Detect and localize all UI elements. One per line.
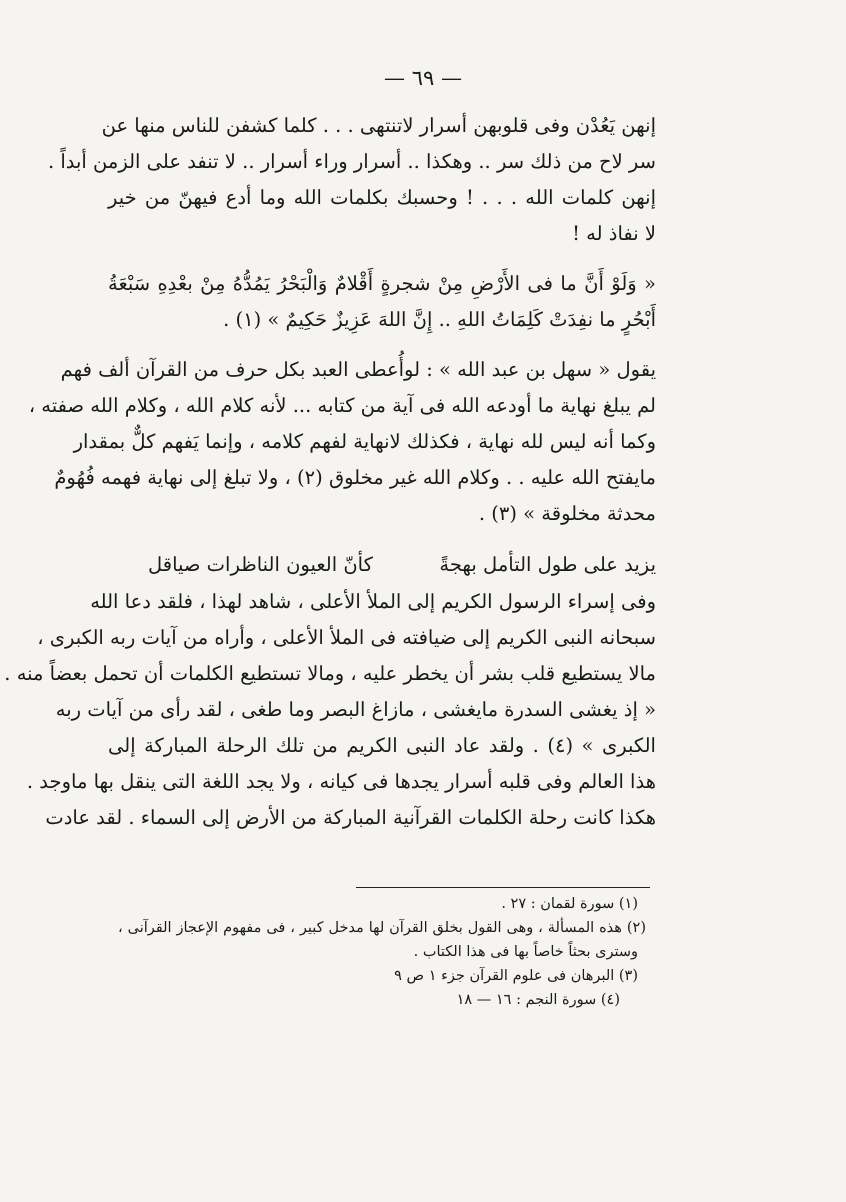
- verse-line-2: أَبْحُرٍ ما نفِدَتْ كَلِمَاتُ اللهِ .. إِنَّ اللهَ عَزِيزٌ حَكِيمٌ » (١) .: [223, 308, 656, 331]
- footnote-divider: [356, 887, 650, 888]
- text-line-15: مالا يستطيع قلب بشر أن يخطر عليه ، ومالا تستطيع الكلمات أن تحمل بعضاً منه .: [4, 662, 656, 685]
- text-line-8: لم يبلغ نهاية ما أودعه الله فى آية من كتابه ... لأنه كلام الله ، وكلام الله صفته ،: [28, 394, 656, 417]
- text-line-10: مايفتح الله عليه . . وكلام الله غير مخلوق (٢) ، ولا تبلغ إلى نهاية فهمه فُهُومٌ: [54, 466, 656, 489]
- text-line-13: وفى إسراء الرسول الكريم إلى الملأ الأعلى ، شاهد لهذا ، فلقد دعا الله: [90, 590, 656, 613]
- footnote-2: (٢) هذه المسألة ، وهى القول بخلق القرآن لها مدخل كبير ، فى مفهوم الإعجاز القرآنى ،: [118, 920, 646, 936]
- footnotes: [118, 892, 646, 1012]
- text-line-14: سبحانه النبى الكريم إلى ضيافته فى الملأ الأعلى ، وأراه من آيات ربه الكبرى ،: [37, 626, 656, 649]
- footnote-2-continued: وسترى بحثاً خاصاً بها فى هذا الكتاب .: [413, 944, 638, 960]
- text-line-16: « إذ يغشى السدرة مايغشى ، مازاغ البصر وما طغى ، لقد رأى من آيات ربه: [55, 698, 656, 721]
- text-line-9: وكما أنه ليس لله نهاية ، فكذلك لانهاية لفهم كلامه ، وإنما يَفهم كلٌّ بمقدار: [73, 430, 656, 453]
- text-line-4: لا نفاذ له !: [572, 222, 656, 245]
- text-line-17: الكبرى » (٤) . ولقد عاد النبى الكريم من تلك الرحلة المباركة إلى: [108, 734, 656, 757]
- text-line-18: هذا العالم وفى قلبه أسرار يجدها فى كيانه ، ولا يجد اللغة التى ينقل بها ماوجد .: [26, 770, 656, 793]
- text-line-7: يقول « سهل بن عبد الله » : لوأُعطى العبد بكل حرف من القرآن ألف فهم: [60, 358, 656, 381]
- footnote-4: (٤) سورة النجم : ١٦ — ١٨: [456, 992, 620, 1008]
- body-text: [4, 108, 656, 836]
- verse-line-1: « وَلَوْ أَنَّ ما فى الأَرْضِ مِنْ شجرةٍ أَقْلامٌ وَالْبَحْرُ يَمُدُّهُ مِنْ بعْدِهِ سَبْعَةُ: [108, 272, 656, 295]
- poem-first-half: يزيد على طول التأمل بهجةً: [439, 553, 656, 576]
- text-line-11: محدثة مخلوقة » (٣) .: [478, 502, 656, 525]
- footnote-1: (١) سورة لقمان : ٢٧ .: [501, 896, 638, 912]
- page-number: — ٦٩ —: [384, 66, 462, 90]
- text-line-19: هكذا كانت رحلة الكلمات القرآنية المباركة من الأرض إلى السماء . لقد عادت: [45, 806, 656, 829]
- text-line-1: إنهن يَعُدْن وفى قلوبهن أسرار لاتنتهى . . . كلما كشفن للناس منها عن: [101, 114, 656, 137]
- text-line-2: سر لاح من ذلك سر .. وهكذا .. أسرار وراء أسرار .. لا تنفد على الزمن أبداً .: [47, 150, 656, 173]
- text-line-3: إنهن كلمات الله . . . ! وحسبك بكلمات الله وما أدع فيهنّ من خير: [108, 186, 656, 209]
- footnote-3: (٣) البرهان فى علوم القرآن جزء ١ ص ٩: [394, 968, 638, 984]
- poem-verse: [108, 546, 656, 584]
- poem-second-half: كأنّ العيون الناظرات صياقل: [148, 553, 373, 576]
